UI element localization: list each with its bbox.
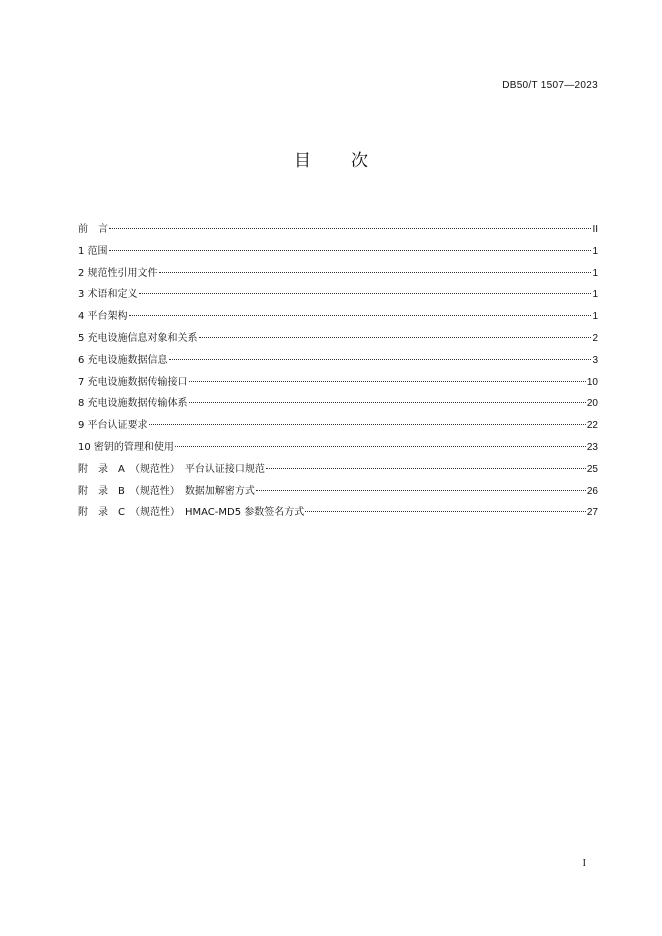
toc-entry-page: 10	[586, 376, 598, 388]
toc-title	[0, 146, 662, 171]
toc-entry-2[interactable]	[78, 263, 598, 285]
toc-entry-1[interactable]	[78, 241, 598, 263]
dot-leader	[256, 490, 586, 491]
dot-leader	[199, 337, 592, 338]
table-of-contents	[78, 219, 598, 524]
dot-leader	[169, 359, 592, 360]
dot-leader	[189, 381, 586, 382]
toc-entry-label: 前 言	[78, 224, 108, 235]
toc-entry-page: 25	[586, 463, 598, 475]
toc-entry-10[interactable]	[78, 437, 598, 459]
toc-entry-label: 5 充电设施信息对象和关系	[78, 332, 198, 344]
toc-entry-page: 27	[586, 507, 598, 519]
toc-entry-page: II	[592, 224, 598, 235]
dot-leader	[109, 228, 591, 229]
toc-entry-page: 22	[586, 420, 598, 432]
toc-entry-label: 2 规范性引用文件	[78, 267, 158, 279]
toc-entry-label: 1 范围	[78, 245, 108, 257]
toc-entry-label: 8 充电设施数据传输体系	[78, 398, 188, 410]
toc-entry-label: 3 术语和定义	[78, 289, 138, 301]
toc-entry-foreword[interactable]	[78, 219, 598, 241]
toc-entry-label: 附 录 C （规范性） HMAC-MD5 参数签名方式	[78, 507, 305, 519]
dot-leader	[139, 293, 592, 294]
dot-leader	[109, 250, 592, 251]
toc-entry-7[interactable]	[78, 372, 598, 394]
dot-leader	[149, 424, 586, 425]
toc-title-char-2: 次	[351, 151, 368, 171]
dot-leader	[159, 272, 592, 273]
toc-entry-label: 4 平台架构	[78, 311, 128, 323]
toc-entry-label: 10 密钥的管理和使用	[78, 441, 174, 453]
toc-entry-page: 1	[592, 311, 598, 323]
standard-code: DB50/T 1507—2023	[502, 80, 598, 91]
toc-entry-annex-b[interactable]	[78, 481, 598, 503]
dot-leader	[189, 402, 586, 403]
toc-entry-label: 附 录 B （规范性） 数据加解密方式	[78, 485, 255, 497]
toc-entry-9[interactable]	[78, 415, 598, 437]
toc-entry-8[interactable]	[78, 393, 598, 415]
toc-title-char-1: 目	[294, 151, 311, 171]
toc-entry-page: 20	[586, 398, 598, 410]
toc-entry-page: 3	[592, 354, 598, 366]
toc-entry-label: 6 充电设施数据信息	[78, 354, 168, 366]
toc-entry-page: 1	[592, 267, 598, 279]
toc-entry-page: 1	[592, 245, 598, 257]
toc-entry-page: 23	[586, 441, 598, 453]
toc-entry-annex-c[interactable]	[78, 502, 598, 524]
toc-entry-5[interactable]	[78, 328, 598, 350]
toc-entry-label: 7 充电设施数据传输接口	[78, 376, 188, 388]
toc-entry-page: 2	[592, 332, 598, 344]
toc-entry-6[interactable]	[78, 350, 598, 372]
dot-leader	[266, 468, 586, 469]
toc-entry-page: 26	[586, 485, 598, 497]
toc-entry-label: 附 录 A （规范性） 平台认证接口规范	[78, 463, 265, 475]
toc-entry-annex-a[interactable]	[78, 459, 598, 481]
toc-entry-label: 9 平台认证要求	[78, 420, 148, 432]
page-number: I	[582, 858, 586, 869]
toc-entry-3[interactable]	[78, 284, 598, 306]
toc-entry-4[interactable]	[78, 306, 598, 328]
dot-leader	[305, 511, 586, 512]
toc-entry-page: 1	[592, 289, 598, 301]
dot-leader	[175, 446, 586, 447]
dot-leader	[129, 315, 592, 316]
